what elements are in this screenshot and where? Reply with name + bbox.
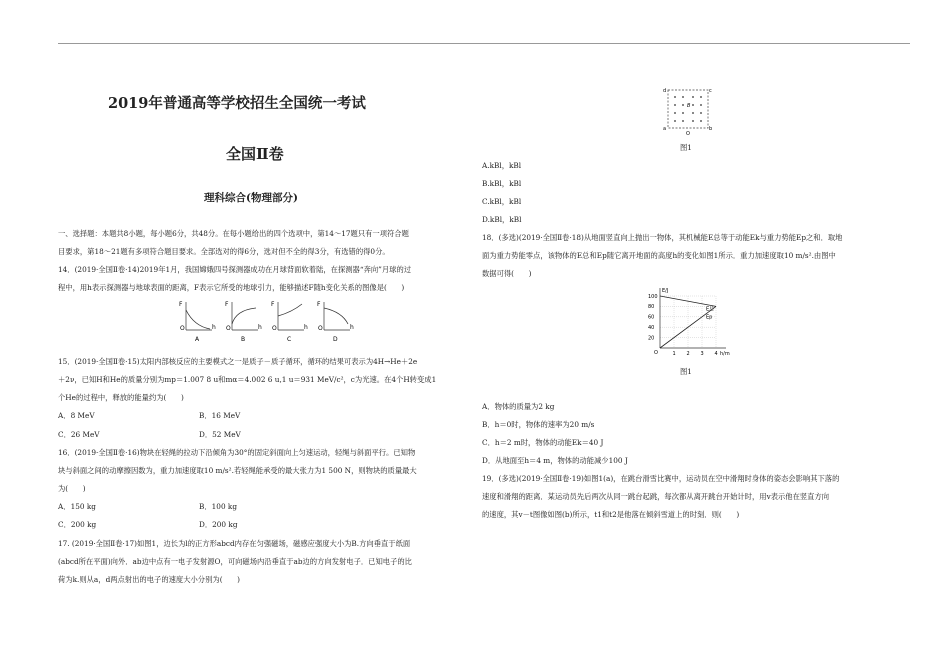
x-tick-label: 1 bbox=[672, 351, 676, 357]
q17-line-1: 17. (2019·全国Ⅱ卷·17)如图1，边长为l的正方形abcd内存在匀强磁场，磁感应强度大小为B.方向垂直于纸面 bbox=[58, 539, 411, 548]
q16-line-2: 块与斜面之间的动摩擦因数为，重力加速度取10 m/s².若轻绳能承受的最大张力为1 500 N，则物块的质量最大 bbox=[58, 466, 417, 475]
q14-a-label: A bbox=[195, 336, 200, 343]
q17-field-figure bbox=[660, 84, 716, 136]
q17-option-a: A.kBl，kBl bbox=[482, 161, 522, 170]
q18-option-a: A．物体的质量为2 kg bbox=[482, 402, 555, 411]
x-tick-label: 4 bbox=[714, 351, 718, 357]
exam-subtitle: 全国Ⅱ卷 bbox=[226, 145, 284, 163]
chart-origin-label: O bbox=[654, 350, 658, 356]
q15-option-b: B．16 MeV bbox=[199, 411, 241, 420]
y-tick-label: 100 bbox=[648, 293, 658, 300]
series-label: Ep bbox=[706, 314, 713, 321]
q19-line-3: 的速度，其v－t图像如图(b)所示，t1和t2是他落在倾斜雪道上的时刻．则( ) bbox=[482, 510, 740, 519]
q14-a-origin: O bbox=[180, 325, 185, 332]
q15-option-a: A．8 MeV bbox=[58, 411, 95, 420]
instructions-line-2: 目要求，第18～21题有多项符合题目要求。全部选对的得6分，选对但不全的得3分，有选错的得0分。 bbox=[58, 247, 390, 256]
chart-y-axis-label: E/J bbox=[662, 288, 669, 294]
series-label: E总 bbox=[706, 306, 715, 313]
q18-line-2: 面为重力势能零点，该物体的E总和Ep随它离开地面的高度h的变化如图1所示．重力加速度取10 m/s².由图中 bbox=[482, 251, 836, 260]
q17-line-2: (abcd所在平面)向外．ab边中点有一电子发射源O，可向磁场内沿垂直于ab边的方向发射电子．已知电子的比 bbox=[58, 557, 412, 566]
fig1-label-a: a bbox=[663, 126, 667, 132]
q14-graph-b bbox=[225, 301, 262, 343]
q14-c-label: C bbox=[287, 336, 292, 343]
q15-option-c: C．26 MeV bbox=[58, 430, 100, 439]
q18-option-d: D．从地面至h＝4 m，物体的动能减少100 J bbox=[482, 456, 628, 465]
y-tick-label: 60 bbox=[648, 314, 655, 321]
q14-d-origin: O bbox=[318, 325, 323, 332]
figure-2-caption: 图1 bbox=[680, 367, 692, 376]
q17-option-c: C.kBl，kBl bbox=[482, 197, 522, 206]
q14-graph-c bbox=[271, 301, 308, 343]
chart-ticks bbox=[648, 294, 718, 357]
q14-d-x-label: h bbox=[350, 324, 354, 331]
q16-option-b: B．100 kg bbox=[199, 502, 237, 511]
q14-line-2: 程中，用h表示探测器与地球表面的距离，F表示它所受的地球引力，能够描述F随h变化关系的图像是( ) bbox=[58, 283, 405, 292]
q14-b-x-label: h bbox=[258, 324, 262, 331]
q14-b-label: B bbox=[241, 336, 246, 343]
fig1-label-d: d bbox=[663, 88, 667, 94]
section-title: 理科综合(物理部分) bbox=[204, 192, 298, 204]
fig1-label-b: b bbox=[709, 126, 713, 132]
y-tick-label: 80 bbox=[648, 304, 655, 311]
q17-option-b: B.kBl，kBl bbox=[482, 179, 522, 188]
q17-line-3: 荷为k.则从a，d两点射出的电子的速度大小分别为( ) bbox=[58, 575, 240, 584]
q14-graph-d bbox=[317, 301, 354, 343]
q16-option-c: C．200 kg bbox=[58, 520, 97, 529]
q16-option-d: D．200 kg bbox=[199, 520, 238, 529]
q18-line-3: 数据可得( ) bbox=[482, 269, 532, 278]
fig1-label-c: c bbox=[709, 88, 712, 94]
q18-option-b: B．h＝0时，物体的速率为20 m/s bbox=[482, 420, 595, 429]
q14-d-y-label: F bbox=[317, 301, 321, 308]
x-tick-label: 3 bbox=[700, 351, 704, 357]
q14-a-x-label: h bbox=[212, 324, 216, 331]
q14-c-y-label: F bbox=[271, 301, 275, 308]
instructions-line-1: 一、选择题：本题共8小题，每小题6分，共48分。在每小题给出的四个选项中，第14～17题只有一项符合题 bbox=[58, 229, 409, 238]
energy-height-chart bbox=[640, 284, 740, 360]
q16-option-a: A．150 kg bbox=[58, 502, 96, 511]
q14-c-x-label: h bbox=[304, 324, 308, 331]
y-tick-label: 40 bbox=[648, 325, 655, 331]
q15-line-2: ＋2ν，已知H和He的质量分别为mp＝1.007 8 u和mα＝4.002 6 u,1 u＝931 MeV/c²，c为光速。在4个H转变成1 bbox=[58, 375, 437, 384]
exam-title: 2019年普通高等学校招生全国统一考试 bbox=[108, 95, 366, 112]
q16-line-3: 为( ) bbox=[58, 484, 86, 493]
q16-line-1: 16．(2019·全国Ⅱ卷·16)物块在轻绳的拉动下沿倾角为30°的固定斜面向上匀速运动，轻绳与斜面平行。已知物 bbox=[58, 448, 416, 457]
q14-line-1: 14．(2019·全国Ⅱ卷·14)2019年1月，我国嫦娥四号探测器成功在月球背面软着陆，在探测器“奔向”月球的过 bbox=[58, 265, 412, 274]
q14-d-label: D bbox=[333, 336, 338, 343]
figure-1-caption: 图1 bbox=[680, 143, 692, 152]
x-tick-label: 2 bbox=[686, 351, 690, 357]
q18-line-1: 18．(多选)(2019·全国Ⅱ卷·18)从地面竖直向上抛出一物体，其机械能E总等于动能Ek与重力势能Ep之和．取地 bbox=[482, 233, 843, 242]
chart-grid bbox=[660, 296, 716, 348]
q15-line-3: 个He的过程中，释放的能量约为( ) bbox=[58, 393, 184, 402]
q14-graph-a bbox=[179, 301, 216, 343]
fig1-label-field: B bbox=[687, 103, 691, 109]
q19-line-2: 速度和滑翔的距离．某运动员先后两次从同一跳台起跳，每次都从离开跳台开始计时，用v表示他在竖直方向 bbox=[482, 492, 830, 501]
q18-option-c: C．h＝2 m时，物体的动能Ek＝40 J bbox=[482, 438, 604, 447]
q14-b-origin: O bbox=[226, 325, 231, 332]
q19-line-1: 19．(多选)(2019·全国Ⅱ卷·19)如图1(a)，在跳台滑雪比赛中，运动员在空中滑翔时身体的姿态会影响其下落的 bbox=[482, 474, 840, 483]
field-dots bbox=[674, 96, 702, 122]
q14-b-y-label: F bbox=[225, 301, 229, 308]
q14-c-origin: O bbox=[272, 325, 277, 332]
top-rule bbox=[58, 43, 910, 44]
y-tick-label: 20 bbox=[648, 335, 655, 342]
chart-x-axis-label: h/m bbox=[720, 351, 730, 357]
q15-line-1: 15．(2019·全国Ⅱ卷·15)太阳内部核反应的主要模式之一是质子－质子循环，循环的结果可表示为4H→He＋2e bbox=[58, 357, 418, 366]
fig1-label-origin: O bbox=[686, 131, 690, 136]
q14-a-y-label: F bbox=[179, 301, 183, 308]
q17-option-d: D.kBl，kBl bbox=[482, 215, 522, 224]
q15-option-d: D．52 MeV bbox=[199, 430, 241, 439]
q14-graphs bbox=[170, 298, 360, 344]
